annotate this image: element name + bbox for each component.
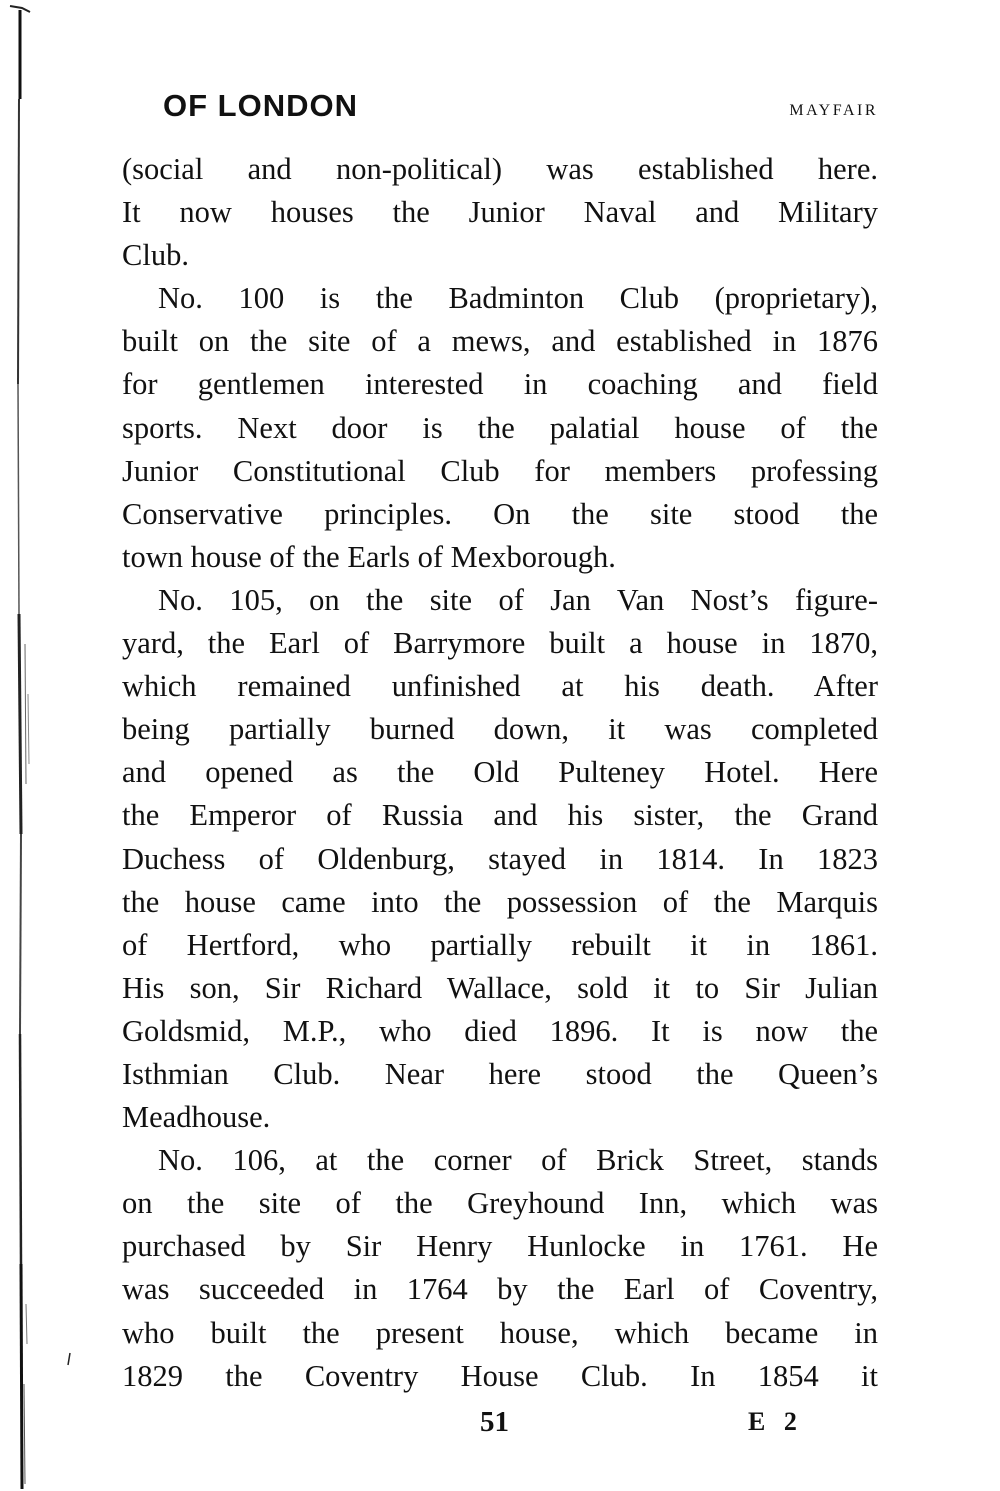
signature-mark: E 2 — [748, 1407, 803, 1436]
text-line: purchased by Sir Henry Hunlocke in 1761. He — [122, 1229, 878, 1264]
text-line: No. 105, on the site of Jan Van Nost’s figure- — [158, 582, 878, 617]
text-line: Club. — [122, 238, 189, 273]
text-line: the house came into the possession of the Marquis — [122, 884, 878, 919]
text-line: on the site of the Greyhound Inn, which was — [122, 1186, 878, 1221]
binding-edge — [8, 4, 40, 1491]
text-line: Isthmian Club. Near here stood the Queen’s — [122, 1056, 878, 1091]
page-number: 51 — [480, 1406, 509, 1438]
text-line: Goldsmid, M.P., who died 1896. It is now the — [122, 1013, 878, 1048]
text-line: yard, the Earl of Barrymore built a house in 1870, — [122, 626, 878, 661]
text-line: was succeeded in 1764 by the Earl of Coventry, — [122, 1272, 878, 1307]
text-line: who built the present house, which became in — [122, 1315, 878, 1350]
text-line: It now houses the Junior Naval and Military — [122, 195, 878, 230]
text-line: sports. Next door is the palatial house of the — [122, 410, 878, 445]
text-line: His son, Sir Richard Wallace, sold it to Sir Julian — [122, 970, 878, 1005]
text-line: No. 106, at the corner of Brick Street, stands — [158, 1143, 878, 1178]
text-line: 1829 the Coventry House Club. In 1854 it — [122, 1358, 878, 1393]
text-line: town house of the Earls of Mexborough. — [122, 539, 616, 574]
text-line: (social and non-political) was established here. — [122, 152, 878, 186]
text-line: and opened as the Old Pulteney Hotel. Here — [122, 755, 878, 790]
text-line: Conservative principles. On the site stood the — [122, 496, 878, 531]
text-line: for gentlemen interested in coaching and field — [122, 367, 878, 402]
paragraph — [122, 1139, 878, 1398]
text-line: being partially burned down, it was completed — [122, 712, 878, 747]
running-head-section: MAYFAIR — [789, 102, 878, 119]
running-head — [163, 86, 878, 130]
body-text — [122, 148, 878, 1398]
paragraph — [122, 277, 878, 579]
text-line: the Emperor of Russia and his sister, the Grand — [122, 798, 878, 833]
paragraph — [122, 148, 878, 277]
paragraph — [122, 579, 878, 1139]
text-line: Junior Constitutional Club for members professing — [122, 453, 878, 488]
text-line: Meadhouse. — [122, 1100, 271, 1135]
text-line: which remained unfinished at his death. After — [122, 669, 878, 704]
text-line: of Hertford, who partially rebuilt it in 1861. — [122, 927, 878, 962]
text-line: Duchess of Oldenburg, stayed in 1814. In 1823 — [122, 841, 878, 876]
stray-ink-mark — [66, 1352, 72, 1366]
text-line: No. 100 is the Badminton Club (proprietary), — [158, 281, 878, 316]
running-head-title: OF LONDON — [163, 88, 358, 123]
text-line: built on the site of a mews, and established in 1876 — [122, 324, 878, 359]
